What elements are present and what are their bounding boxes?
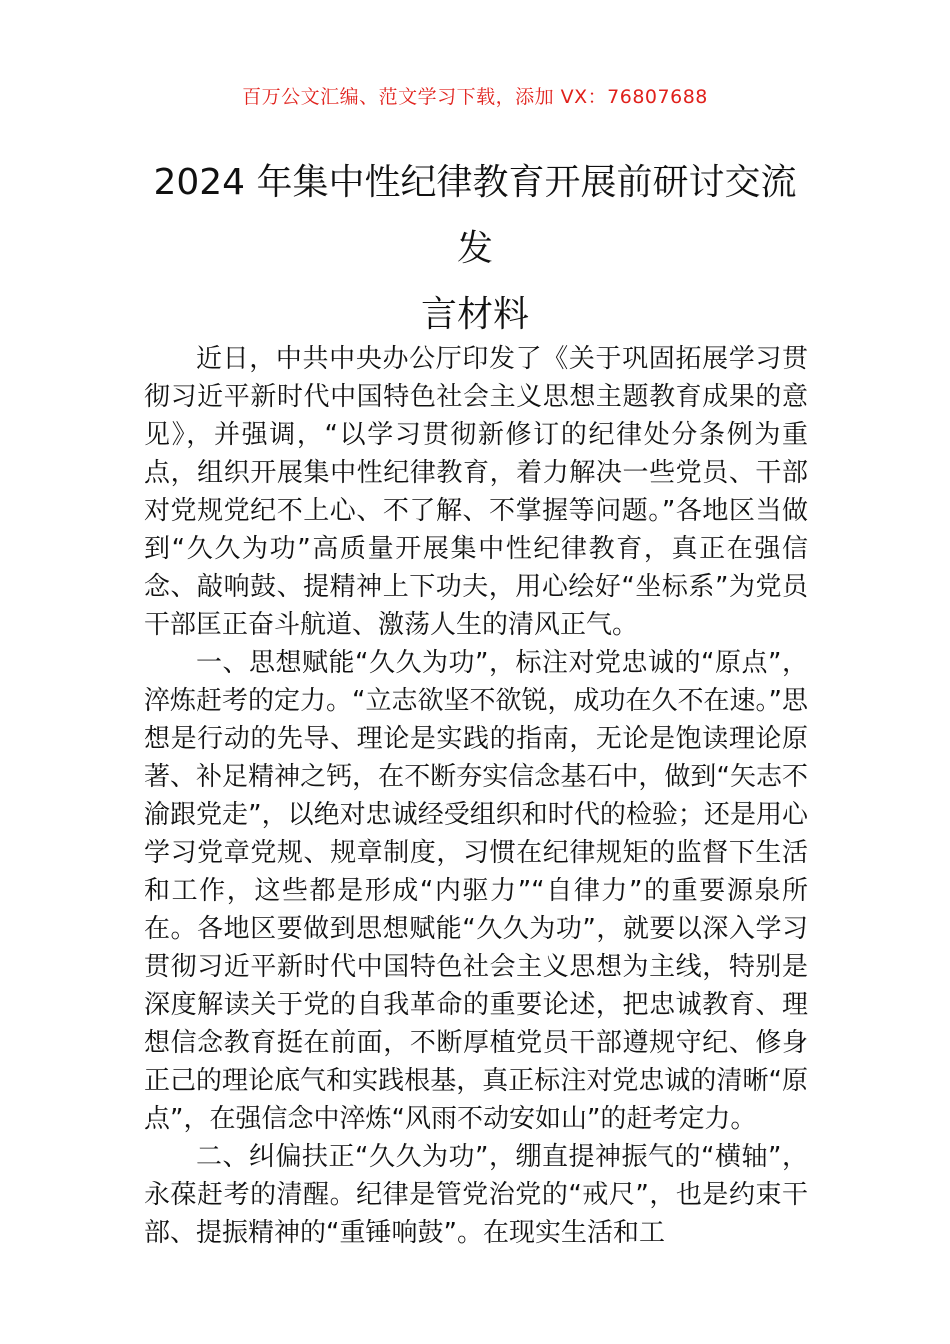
header-note: 百万公文汇编、范文学习下载，添加 VX：76807688 xyxy=(242,86,708,108)
title-line-1: 2024 年集中性纪律教育开展前研讨交流发 xyxy=(153,162,797,269)
document-title xyxy=(140,150,810,348)
paragraph-section-2: 二、纠偏扶正“久久为功”，绷直提神振气的“横轴”，永葆赶考的清醒。纪律是管党治党的“戒尺”，也是约束干部、提振精神的“重锤响鼓”。在现实生活和工 xyxy=(144,1142,808,1248)
paragraph-intro: 近日，中共中央办公厅印发了《关于巩固拓展学习贯彻习近平新时代中国特色社会主义思想主题教育成果的意见》，并强调，“以学习贯彻新修订的纪律处分条例为重点，组织开展集中性纪律教育，着力解决一些党员、干部对党规党纪不上心、不了解、不掌握等问题。”各地区当做到“久久为功”高质量开展集中性纪律教育，真正在强信念、敲响鼓、提精神上下功夫，用心绘好“坐标系”为党员干部匡正奋斗航道、激荡人生的清风正气。 xyxy=(144,344,808,640)
document-body xyxy=(144,340,808,1252)
title-line-2: 言材料 xyxy=(420,294,529,335)
paragraph-section-1: 一、思想赋能“久久为功”，标注对党忠诚的“原点”，淬炼赶考的定力。“立志欲坚不欲锐，成功在久不在速。”思想是行动的先导、理论是实践的指南，无论是饱读理论原著、补足精神之钙，在不断夯实信念基石中，做到“矢志不渝跟党走”，以绝对忠诚经受组织和时代的检验；还是用心学习党章党规、规章制度，习惯在纪律规矩的监督下生活和工作，这些都是形成“内驱力”“自律力”的重要源泉所在。各地区要做到思想赋能“久久为功”，就要以深入学习贯彻习近平新时代中国特色社会主义思想为主线，特别是深度解读关于党的自我革命的重要论述，把忠诚教育、理想信念教育挺在前面，不断厚植党员干部遵规守纪、修身正己的理论底气和实践根基，真正标注对党忠诚的清晰“原点”，在强信念中淬炼“风雨不动安如山”的赶考定力。 xyxy=(144,648,808,1134)
